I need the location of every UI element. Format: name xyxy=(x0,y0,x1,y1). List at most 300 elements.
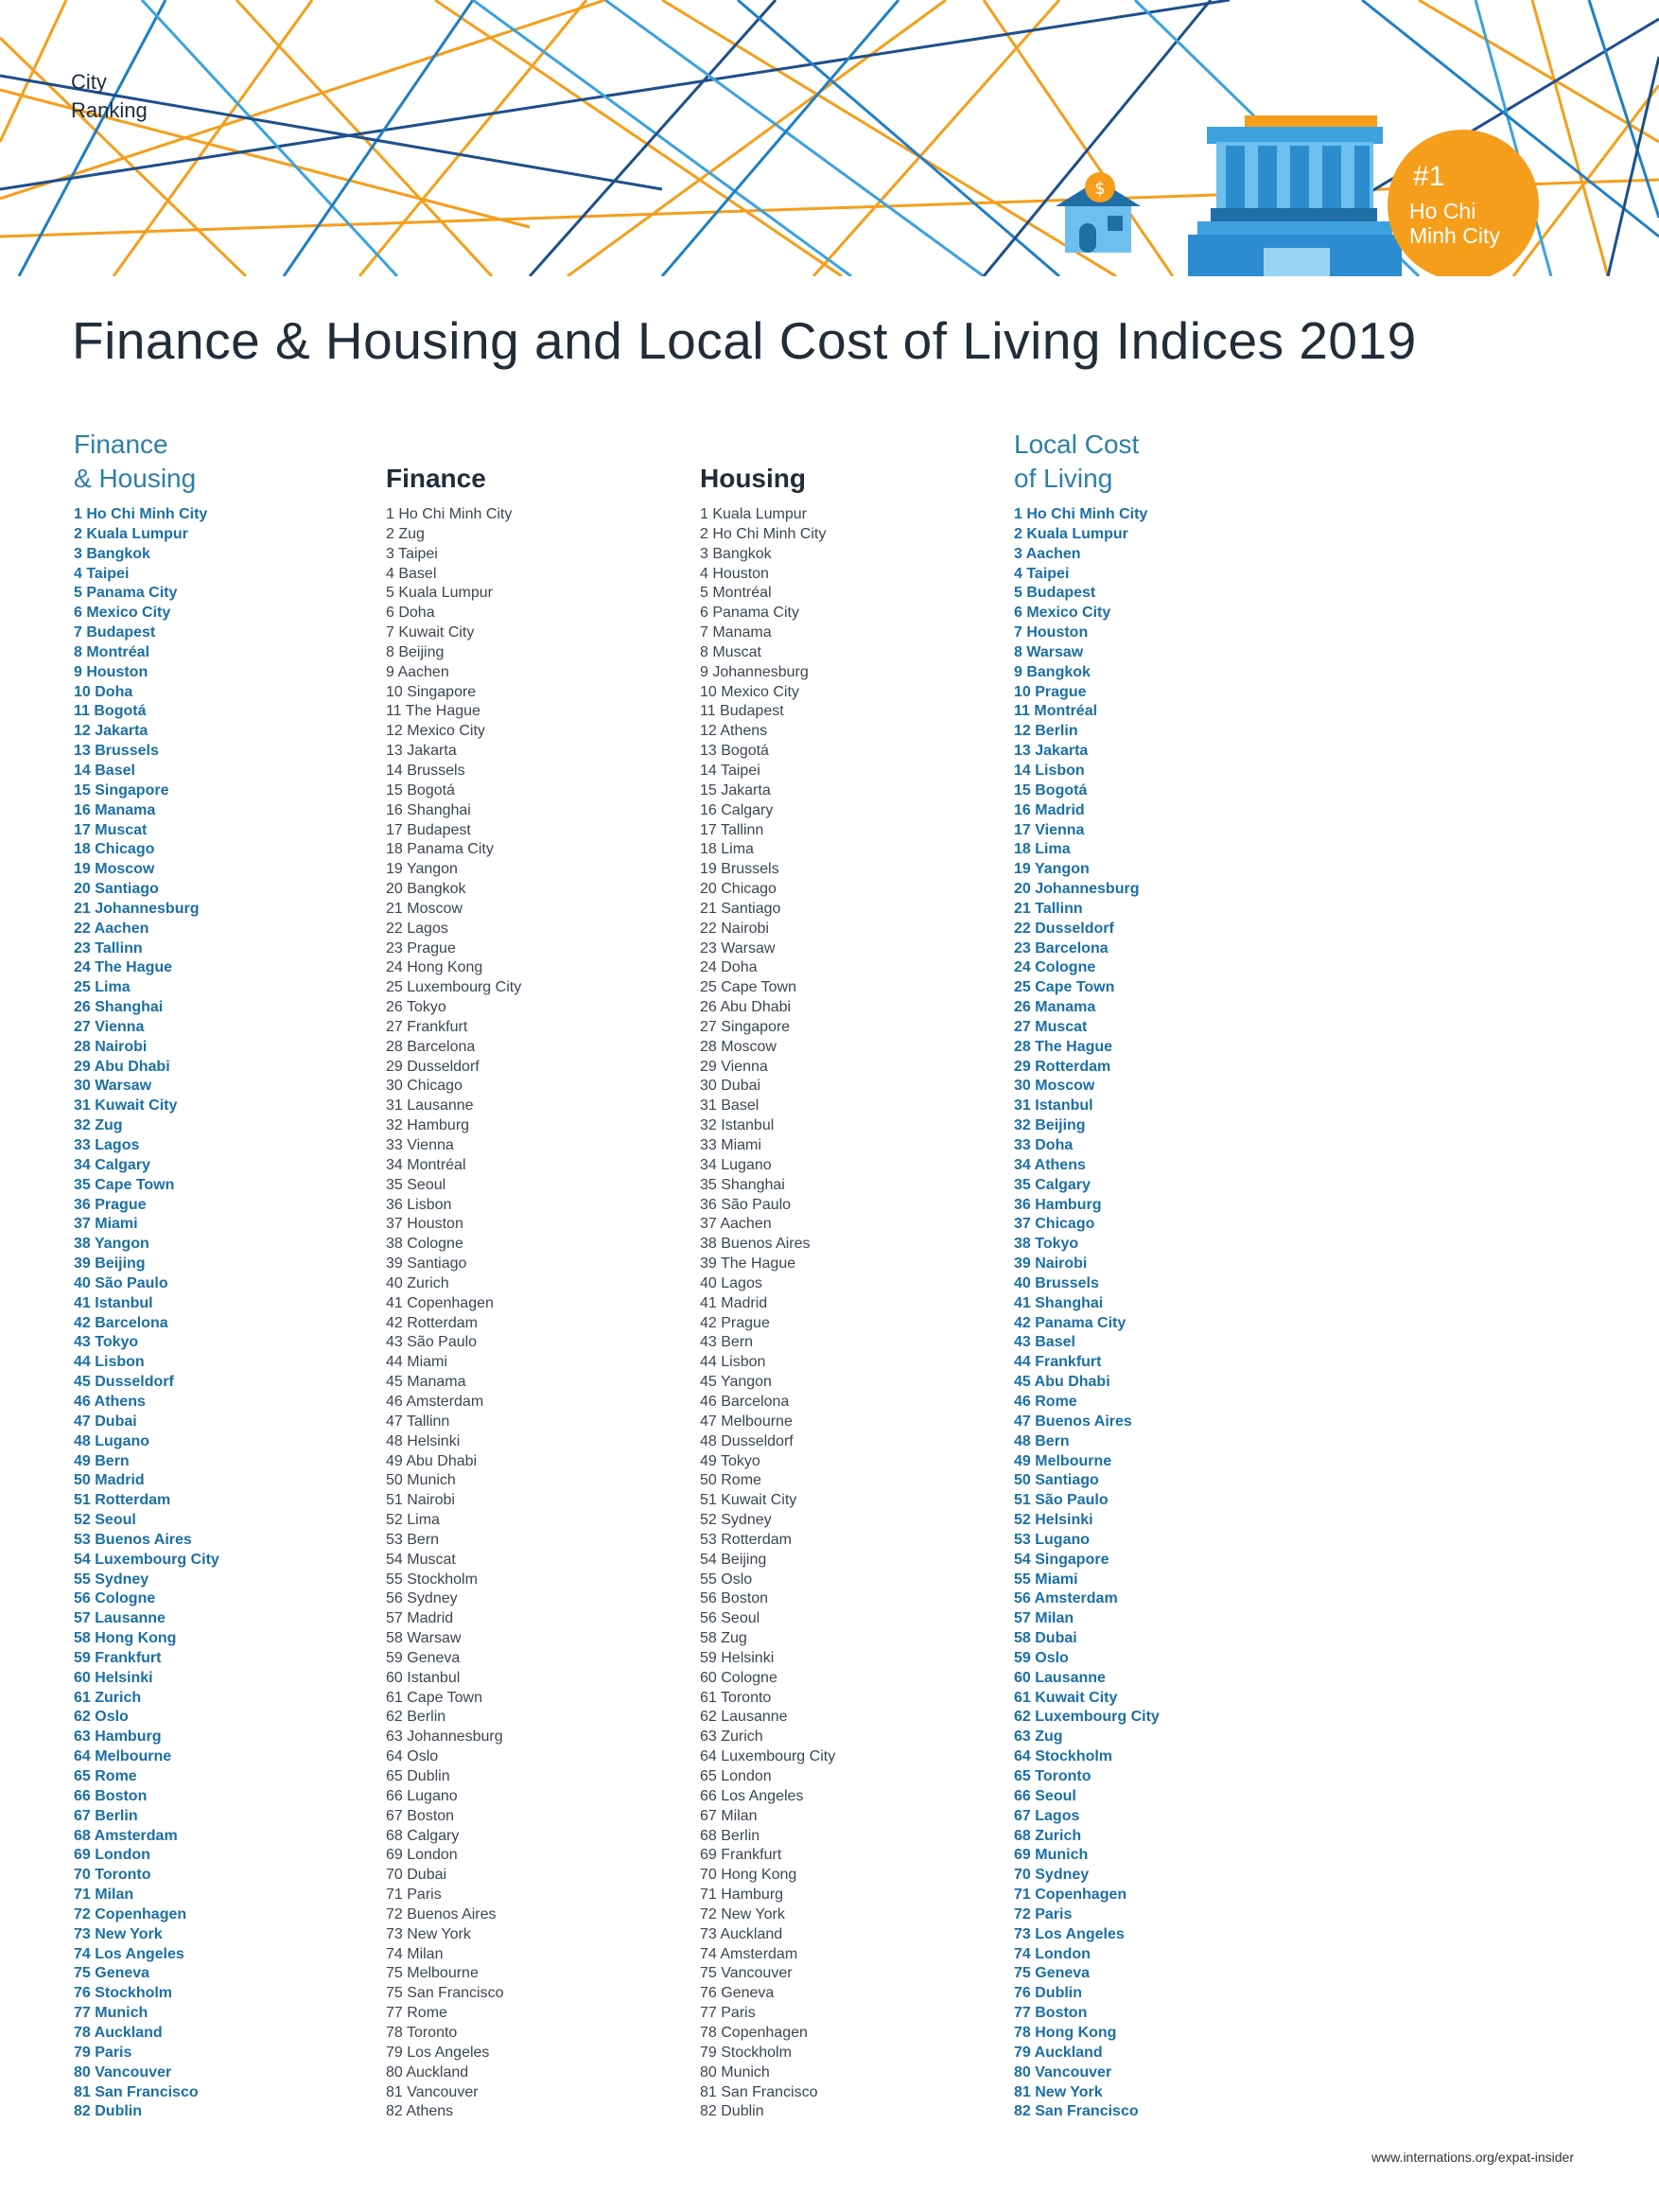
list-item: 44 Lisbon xyxy=(74,1354,145,1371)
list-item: 78 Copenhagen xyxy=(700,2024,808,2041)
list-item: 12 Jakarta xyxy=(74,723,148,740)
list-item: 65 Dublin xyxy=(386,1768,450,1784)
list-item: 39 Beijing xyxy=(74,1255,146,1273)
list-item: 47 Dubai xyxy=(74,1413,137,1430)
list-item: 30 Chicago xyxy=(386,1078,463,1095)
list-item: 80 Vancouver xyxy=(74,2063,172,2080)
list-item: 49 Bern xyxy=(74,1452,130,1469)
list-item: 50 Munich xyxy=(386,1472,456,1489)
list-item: 15 Singapore xyxy=(74,781,169,799)
list-item: 54 Muscat xyxy=(386,1551,456,1568)
list-item: 43 São Paulo xyxy=(386,1334,478,1351)
list-item: 17 Tallinn xyxy=(700,821,764,838)
list-item: 45 Manama xyxy=(386,1374,466,1391)
list-item: 14 Basel xyxy=(74,762,135,779)
list-item: 46 Barcelona xyxy=(700,1393,790,1410)
list-item: 62 Oslo xyxy=(74,1709,129,1726)
list-item: 38 Tokyo xyxy=(1014,1236,1079,1253)
list-item: 61 Kuwait City xyxy=(1014,1689,1118,1706)
column-finance-housing xyxy=(74,411,376,2122)
list-item: 34 Athens xyxy=(1014,1156,1086,1173)
list-item: 80 Auckland xyxy=(386,2063,469,2080)
list-item: 21 Moscow xyxy=(386,900,463,917)
list-item: 34 Lugano xyxy=(700,1156,772,1173)
list-item: 16 Manama xyxy=(74,801,156,818)
list-item: 25 Cape Town xyxy=(1014,979,1115,996)
list-item: 80 Vancouver xyxy=(1014,2063,1112,2080)
list-item: 19 Yangon xyxy=(1014,861,1090,878)
list-item: 1 Ho Chi Minh City xyxy=(74,506,208,522)
list-item: 41 Istanbul xyxy=(74,1294,153,1311)
column-heading-line2: Finance xyxy=(386,464,486,493)
list-item: 17 Budapest xyxy=(386,821,471,838)
ranking-list xyxy=(386,505,689,2122)
list-item: 33 Vienna xyxy=(386,1137,454,1153)
list-item: 22 Nairobi xyxy=(700,920,769,937)
list-item: 49 Melbourne xyxy=(1014,1452,1112,1469)
list-item: 40 Zurich xyxy=(386,1274,449,1291)
section-label-line2: Ranking xyxy=(71,98,148,122)
list-item: 53 Rotterdam xyxy=(700,1531,792,1548)
list-item: 10 Singapore xyxy=(386,683,477,700)
list-item: 21 Johannesburg xyxy=(74,900,200,917)
list-item: 74 Milan xyxy=(386,1945,444,1962)
list-item: 30 Dubai xyxy=(700,1078,761,1095)
list-item: 73 Los Angeles xyxy=(1014,1925,1125,1942)
list-item: 75 San Francisco xyxy=(386,1985,504,2002)
list-item: 80 Munich xyxy=(700,2063,770,2080)
list-item: 76 Dublin xyxy=(1014,1985,1083,2002)
list-item: 56 Amsterdam xyxy=(1014,1590,1118,1607)
list-item: 64 Oslo xyxy=(386,1748,439,1765)
list-item: 24 Cologne xyxy=(1014,959,1096,976)
list-item: 58 Warsaw xyxy=(386,1630,462,1647)
list-item: 40 Lagos xyxy=(700,1274,762,1291)
list-item: 6 Mexico City xyxy=(74,605,171,622)
list-item: 59 Helsinki xyxy=(700,1649,775,1666)
list-item: 26 Shanghai xyxy=(74,999,164,1016)
footer-url: www.internations.org/expat-insider xyxy=(1371,2150,1574,2165)
list-item: 54 Beijing xyxy=(700,1551,767,1568)
header-banner xyxy=(0,0,1659,276)
list-item: 78 Toronto xyxy=(386,2024,458,2041)
badge-rank: #1 xyxy=(1413,161,1445,192)
list-item: 55 Miami xyxy=(1014,1571,1078,1588)
list-item: 16 Shanghai xyxy=(386,801,471,818)
list-item: 64 Stockholm xyxy=(1014,1748,1113,1765)
list-item: 78 Hong Kong xyxy=(1014,2024,1117,2041)
list-item: 72 Buenos Aires xyxy=(386,1905,497,1922)
list-item: 52 Lima xyxy=(386,1512,440,1529)
list-item: 26 Manama xyxy=(1014,999,1096,1016)
list-item: 46 Amsterdam xyxy=(386,1393,484,1410)
list-item: 65 Toronto xyxy=(1014,1768,1091,1784)
list-item: 10 Mexico City xyxy=(700,683,799,700)
list-item: 3 Bangkok xyxy=(700,545,772,562)
list-item: 47 Tallinn xyxy=(386,1413,450,1430)
list-item: 1 Ho Chi Minh City xyxy=(386,506,513,522)
list-item: 60 Istanbul xyxy=(386,1669,461,1686)
list-item: 24 Hong Kong xyxy=(386,959,483,976)
list-item: 18 Chicago xyxy=(74,841,155,858)
list-item: 51 Nairobi xyxy=(386,1492,455,1509)
list-item: 53 Buenos Aires xyxy=(74,1531,192,1548)
list-item: 27 Singapore xyxy=(700,1018,791,1035)
list-item: 2 Ho Chi Minh City xyxy=(700,525,827,542)
list-item: 71 Hamburg xyxy=(700,1887,784,1904)
list-item: 7 Manama xyxy=(700,624,772,641)
list-item: 82 San Francisco xyxy=(1014,2103,1139,2120)
list-item: 69 Frankfurt xyxy=(700,1847,782,1864)
list-item: 33 Lagos xyxy=(74,1137,140,1153)
list-item: 66 Lugano xyxy=(386,1787,458,1804)
list-item: 27 Frankfurt xyxy=(386,1018,468,1035)
list-item: 34 Montréal xyxy=(386,1156,466,1173)
list-item: 31 Istanbul xyxy=(1014,1097,1093,1115)
list-item: 66 Seoul xyxy=(1014,1787,1076,1804)
list-item: 69 Munich xyxy=(1014,1847,1089,1864)
list-item: 69 London xyxy=(386,1847,458,1864)
section-label-line1: City xyxy=(71,70,107,94)
list-item: 9 Bangkok xyxy=(1014,663,1091,680)
list-item: 52 Helsinki xyxy=(1014,1512,1093,1529)
list-item: 71 Copenhagen xyxy=(1014,1887,1127,1904)
list-item: 48 Helsinki xyxy=(386,1432,461,1449)
list-item: 27 Vienna xyxy=(74,1018,145,1035)
list-item: 77 Paris xyxy=(700,2005,756,2022)
list-item: 13 Brussels xyxy=(74,743,159,760)
list-item: 77 Boston xyxy=(1014,2005,1088,2022)
list-item: 72 Copenhagen xyxy=(74,1905,187,1922)
list-item: 75 Melbourne xyxy=(386,1965,479,1982)
list-item: 28 Moscow xyxy=(700,1038,777,1055)
list-item: 20 Johannesburg xyxy=(1014,881,1140,898)
list-item: 38 Cologne xyxy=(386,1236,463,1253)
list-item: 1 Ho Chi Minh City xyxy=(1014,506,1148,522)
list-item: 37 Houston xyxy=(386,1216,463,1233)
list-item: 15 Bogotá xyxy=(1014,781,1088,799)
list-item: 41 Madrid xyxy=(700,1294,768,1311)
list-item: 45 Abu Dhabi xyxy=(1014,1374,1110,1391)
list-item: 44 Miami xyxy=(386,1354,447,1371)
list-item: 77 Munich xyxy=(74,2005,148,2022)
list-item: 8 Beijing xyxy=(386,643,445,660)
ranking-list xyxy=(1014,505,1317,2122)
list-item: 35 Calgary xyxy=(1014,1176,1091,1193)
list-item: 37 Aachen xyxy=(700,1216,772,1233)
list-item: 65 London xyxy=(700,1768,772,1784)
list-item: 39 Santiago xyxy=(386,1255,467,1273)
list-item: 51 Kuwait City xyxy=(700,1492,797,1509)
list-item: 12 Athens xyxy=(700,723,768,740)
list-item: 72 New York xyxy=(700,1905,785,1922)
list-item: 61 Cape Town xyxy=(386,1689,482,1706)
list-item: 45 Dusseldorf xyxy=(74,1374,174,1391)
list-item: 61 Zurich xyxy=(74,1689,142,1706)
list-item: 61 Toronto xyxy=(700,1689,772,1706)
column-heading xyxy=(386,411,689,496)
list-item: 58 Dubai xyxy=(1014,1630,1077,1647)
list-item: 59 Geneva xyxy=(386,1649,461,1666)
list-item: 31 Lausanne xyxy=(386,1097,474,1115)
list-item: 38 Buenos Aires xyxy=(700,1236,811,1253)
house-dollar-icon xyxy=(1056,172,1141,253)
list-item: 71 Paris xyxy=(386,1887,442,1904)
list-item: 41 Shanghai xyxy=(1014,1294,1104,1311)
list-item: 28 Barcelona xyxy=(386,1038,476,1055)
list-item: 28 The Hague xyxy=(1014,1038,1113,1055)
list-item: 62 Luxembourg City xyxy=(1014,1709,1160,1726)
list-item: 39 The Hague xyxy=(700,1255,796,1273)
list-item: 55 Sydney xyxy=(74,1571,149,1588)
list-item: 75 Geneva xyxy=(74,1965,150,1982)
list-item: 10 Prague xyxy=(1014,683,1087,700)
list-item: 75 Geneva xyxy=(1014,1965,1091,1982)
list-item: 20 Chicago xyxy=(700,881,777,898)
list-item: 24 The Hague xyxy=(74,959,173,976)
list-item: 79 Los Angeles xyxy=(386,2044,490,2061)
list-item: 17 Vienna xyxy=(1014,821,1085,838)
list-item: 67 Boston xyxy=(386,1807,455,1824)
list-item: 12 Berlin xyxy=(1014,723,1078,740)
list-item: 67 Lagos xyxy=(1014,1807,1080,1824)
column-heading xyxy=(700,411,1003,496)
list-item: 60 Helsinki xyxy=(74,1669,153,1686)
list-item: 56 Seoul xyxy=(700,1610,760,1627)
list-item: 68 Berlin xyxy=(700,1827,760,1844)
column-heading-line1: Local Cost xyxy=(1014,430,1140,459)
list-item: 63 Hamburg xyxy=(74,1729,162,1746)
list-item: 54 Luxembourg City xyxy=(74,1551,219,1568)
list-item: 36 Hamburg xyxy=(1014,1196,1102,1213)
list-item: 27 Muscat xyxy=(1014,1018,1088,1035)
list-item: 64 Melbourne xyxy=(74,1748,172,1765)
list-item: 47 Buenos Aires xyxy=(1014,1413,1132,1430)
list-item: 62 Lausanne xyxy=(700,1709,788,1726)
list-item: 81 San Francisco xyxy=(700,2083,818,2100)
list-item: 68 Zurich xyxy=(1014,1827,1082,1844)
column-heading xyxy=(74,411,376,496)
list-item: 55 Oslo xyxy=(700,1571,753,1588)
list-item: 13 Bogotá xyxy=(700,743,769,760)
list-item: 11 Montréal xyxy=(1014,703,1098,720)
list-item: 29 Vienna xyxy=(700,1058,768,1075)
list-item: 43 Tokyo xyxy=(74,1334,139,1351)
list-item: 11 The Hague xyxy=(386,703,480,720)
list-item: 9 Aachen xyxy=(386,663,449,680)
list-item: 42 Rotterdam xyxy=(386,1314,478,1331)
list-item: 23 Tallinn xyxy=(74,939,143,957)
list-item: 2 Kuala Lumpur xyxy=(1014,525,1128,542)
list-item: 79 Auckland xyxy=(1014,2044,1103,2061)
list-item: 60 Cologne xyxy=(700,1669,777,1686)
list-item: 16 Calgary xyxy=(700,801,774,818)
list-item: 47 Melbourne xyxy=(700,1413,793,1430)
list-item: 4 Houston xyxy=(700,565,769,582)
list-item: 36 Prague xyxy=(74,1196,147,1213)
list-item: 70 Sydney xyxy=(1014,1867,1090,1884)
list-item: 68 Calgary xyxy=(386,1827,460,1844)
page-title: Finance & Housing and Local Cost of Living Indices 2019 xyxy=(72,311,1417,370)
list-item: 22 Aachen xyxy=(74,920,149,937)
list-item: 46 Athens xyxy=(74,1393,146,1410)
list-item: 52 Sydney xyxy=(700,1512,772,1529)
list-item: 40 Brussels xyxy=(1014,1274,1099,1291)
list-item: 31 Basel xyxy=(700,1097,760,1115)
list-item: 22 Dusseldorf xyxy=(1014,920,1114,937)
list-item: 76 Stockholm xyxy=(74,1985,173,2002)
list-item: 64 Luxembourg City xyxy=(700,1748,836,1765)
list-item: 74 Los Angeles xyxy=(74,1945,184,1962)
list-item: 15 Jakarta xyxy=(700,781,771,799)
list-item: 23 Barcelona xyxy=(1014,939,1109,957)
list-item: 51 Rotterdam xyxy=(74,1492,171,1509)
list-item: 43 Basel xyxy=(1014,1334,1075,1351)
list-item: 44 Frankfurt xyxy=(1014,1354,1102,1371)
list-item: 7 Houston xyxy=(1014,624,1089,641)
list-item: 14 Taipei xyxy=(700,762,760,779)
list-item: 6 Doha xyxy=(386,605,435,622)
list-item: 63 Zug xyxy=(1014,1729,1063,1746)
list-item: 4 Taipei xyxy=(74,565,130,582)
list-item: 81 New York xyxy=(1014,2083,1103,2100)
list-item: 42 Panama City xyxy=(1014,1314,1126,1331)
list-item: 74 Amsterdam xyxy=(700,1945,798,1962)
list-item: 52 Seoul xyxy=(74,1512,136,1529)
list-item: 1 Kuala Lumpur xyxy=(700,506,807,522)
list-item: 60 Lausanne xyxy=(1014,1669,1106,1686)
list-item: 37 Chicago xyxy=(1014,1216,1095,1233)
list-item: 81 Vancouver xyxy=(386,2083,479,2100)
list-item: 66 Boston xyxy=(74,1787,148,1804)
list-item: 18 Lima xyxy=(700,841,754,858)
list-item: 53 Bern xyxy=(386,1531,440,1548)
list-item: 32 Istanbul xyxy=(700,1117,775,1134)
list-item: 21 Tallinn xyxy=(1014,900,1083,917)
ranking-list xyxy=(700,505,1003,2122)
list-item: 56 Boston xyxy=(700,1590,769,1607)
list-item: 75 Vancouver xyxy=(700,1965,793,1982)
list-item: 70 Hong Kong xyxy=(700,1867,797,1884)
list-item: 2 Zug xyxy=(386,525,425,542)
list-item: 59 Oslo xyxy=(1014,1649,1069,1666)
list-item: 10 Doha xyxy=(74,683,133,700)
list-item: 70 Dubai xyxy=(386,1867,447,1884)
list-item: 6 Panama City xyxy=(700,605,799,622)
list-item: 62 Berlin xyxy=(386,1709,446,1726)
list-item: 50 Madrid xyxy=(74,1472,145,1489)
list-item: 8 Montréal xyxy=(74,643,150,660)
list-item: 20 Bangkok xyxy=(386,881,466,898)
list-item: 34 Calgary xyxy=(74,1156,150,1173)
list-item: 28 Nairobi xyxy=(74,1038,148,1055)
list-item: 37 Miami xyxy=(74,1216,138,1233)
list-item: 13 Jakarta xyxy=(1014,743,1089,760)
list-item: 46 Rome xyxy=(1014,1393,1077,1410)
list-item: 26 Tokyo xyxy=(386,999,446,1016)
list-item: 9 Johannesburg xyxy=(700,663,809,680)
column-local-cost-of-living xyxy=(1014,411,1317,2122)
column-housing xyxy=(700,411,1003,2122)
list-item: 72 Paris xyxy=(1014,1905,1073,1922)
list-item: 3 Taipei xyxy=(386,545,438,562)
list-item: 4 Taipei xyxy=(1014,565,1070,582)
list-item: 32 Hamburg xyxy=(386,1117,470,1134)
list-item: 54 Singapore xyxy=(1014,1551,1109,1568)
list-item: 32 Beijing xyxy=(1014,1117,1086,1134)
list-item: 50 Rome xyxy=(700,1472,761,1489)
list-item: 30 Moscow xyxy=(1014,1078,1095,1095)
list-item: 11 Budapest xyxy=(700,703,784,720)
list-item: 19 Brussels xyxy=(700,861,779,878)
list-item: 57 Lausanne xyxy=(74,1610,166,1627)
list-item: 66 Los Angeles xyxy=(700,1787,804,1804)
list-item: 48 Dusseldorf xyxy=(700,1432,794,1449)
list-item: 68 Amsterdam xyxy=(74,1827,178,1844)
list-item: 74 London xyxy=(1014,1945,1091,1962)
list-item: 73 Auckland xyxy=(700,1925,783,1942)
list-item: 35 Shanghai xyxy=(700,1176,785,1193)
list-item: 82 Athens xyxy=(386,2103,454,2120)
list-item: 5 Kuala Lumpur xyxy=(386,585,493,602)
list-item: 8 Muscat xyxy=(700,643,761,660)
list-item: 48 Lugano xyxy=(74,1432,150,1449)
list-item: 22 Lagos xyxy=(386,920,448,937)
list-item: 57 Milan xyxy=(1014,1610,1074,1627)
list-item: 73 New York xyxy=(386,1925,471,1942)
list-item: 42 Prague xyxy=(700,1314,770,1331)
list-item: 16 Madrid xyxy=(1014,801,1085,818)
badge-city xyxy=(1409,199,1500,248)
list-item: 49 Abu Dhabi xyxy=(386,1452,478,1469)
list-item: 69 London xyxy=(74,1847,150,1864)
svg-text:$: $ xyxy=(1094,179,1106,199)
list-item: 18 Panama City xyxy=(386,841,494,858)
list-item: 78 Auckland xyxy=(74,2024,163,2041)
list-item: 56 Sydney xyxy=(386,1590,458,1607)
list-item: 33 Miami xyxy=(700,1137,761,1153)
list-item: 20 Santiago xyxy=(74,881,159,898)
list-item: 77 Rome xyxy=(386,2005,447,2022)
list-item: 31 Kuwait City xyxy=(74,1097,178,1115)
list-item: 53 Lugano xyxy=(1014,1531,1091,1548)
list-item: 71 Milan xyxy=(74,1887,134,1904)
list-item: 5 Budapest xyxy=(1014,585,1096,602)
list-item: 51 São Paulo xyxy=(1014,1492,1109,1509)
list-item: 41 Copenhagen xyxy=(386,1294,494,1311)
list-item: 12 Mexico City xyxy=(386,723,485,740)
list-item: 73 New York xyxy=(74,1925,163,1942)
list-item: 21 Santiago xyxy=(700,900,781,917)
badge-city-line1: Ho Chi xyxy=(1409,199,1476,223)
list-item: 2 Kuala Lumpur xyxy=(74,525,188,542)
list-item: 23 Prague xyxy=(386,939,456,957)
column-heading xyxy=(1014,411,1317,496)
list-item: 5 Panama City xyxy=(74,585,178,602)
list-item: 35 Cape Town xyxy=(74,1176,175,1193)
list-item: 35 Seoul xyxy=(386,1176,446,1193)
list-item: 56 Cologne xyxy=(74,1590,156,1607)
list-item: 18 Lima xyxy=(1014,841,1071,858)
list-item: 15 Bogotá xyxy=(386,781,455,799)
list-item: 59 Frankfurt xyxy=(74,1649,162,1666)
list-item: 58 Hong Kong xyxy=(74,1630,177,1647)
list-item: 76 Geneva xyxy=(700,1985,775,2002)
list-item: 67 Berlin xyxy=(74,1807,138,1824)
list-item: 19 Moscow xyxy=(74,861,155,878)
list-item: 81 San Francisco xyxy=(74,2083,199,2100)
list-item: 23 Warsaw xyxy=(700,939,776,957)
